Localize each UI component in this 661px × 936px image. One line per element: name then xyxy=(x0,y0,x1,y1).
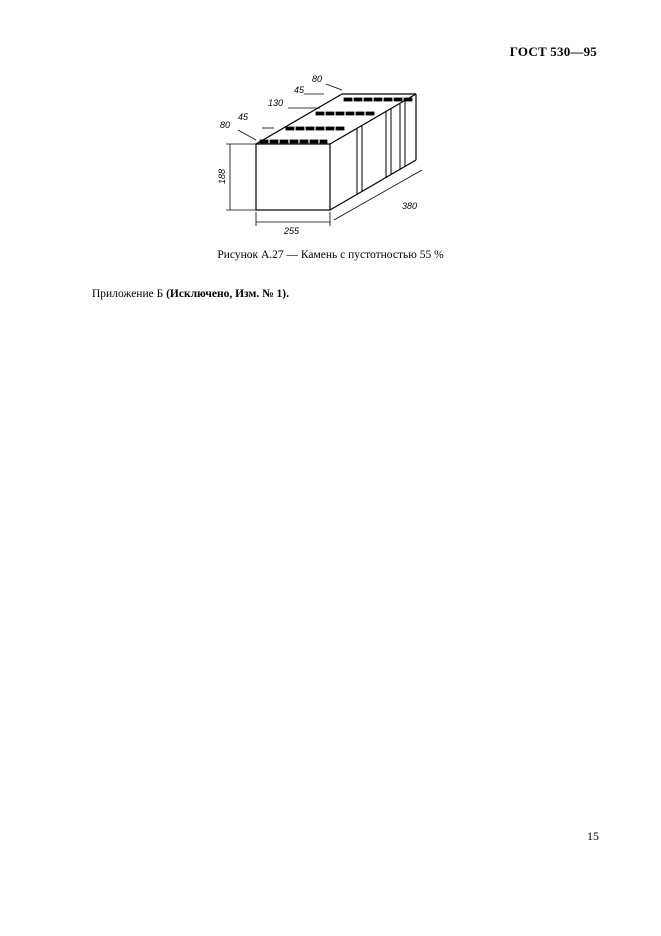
appendix-b xyxy=(92,288,289,300)
dim-top-45-left: 45 xyxy=(238,112,249,122)
appendix-note: (Исключено, Изм. № 1). xyxy=(166,288,289,300)
dim-top-45-right: 45 xyxy=(294,85,305,95)
brick-top-edge-right xyxy=(330,94,416,144)
dim-top-80-left: 80 xyxy=(220,120,231,130)
dim-top-80-right: 80 xyxy=(312,74,323,84)
dim-height: 188 xyxy=(217,168,227,184)
appendix-label: Приложение Б xyxy=(92,288,164,300)
figure-caption: Рисунок А.27 — Камень с пустотностью 55 % xyxy=(217,249,444,261)
brick-drawing xyxy=(216,72,456,242)
dim-top-130: 130 xyxy=(268,98,284,108)
document-standard-header: ГОСТ 530—95 xyxy=(509,44,597,59)
brick-outline xyxy=(256,94,416,210)
brick-front-face xyxy=(256,144,330,210)
dim-width: 255 xyxy=(284,226,300,236)
dim-length: 380 xyxy=(402,201,418,211)
dimension-lines xyxy=(226,84,422,226)
page-number: 15 xyxy=(587,829,599,843)
brick-figure xyxy=(216,72,456,242)
